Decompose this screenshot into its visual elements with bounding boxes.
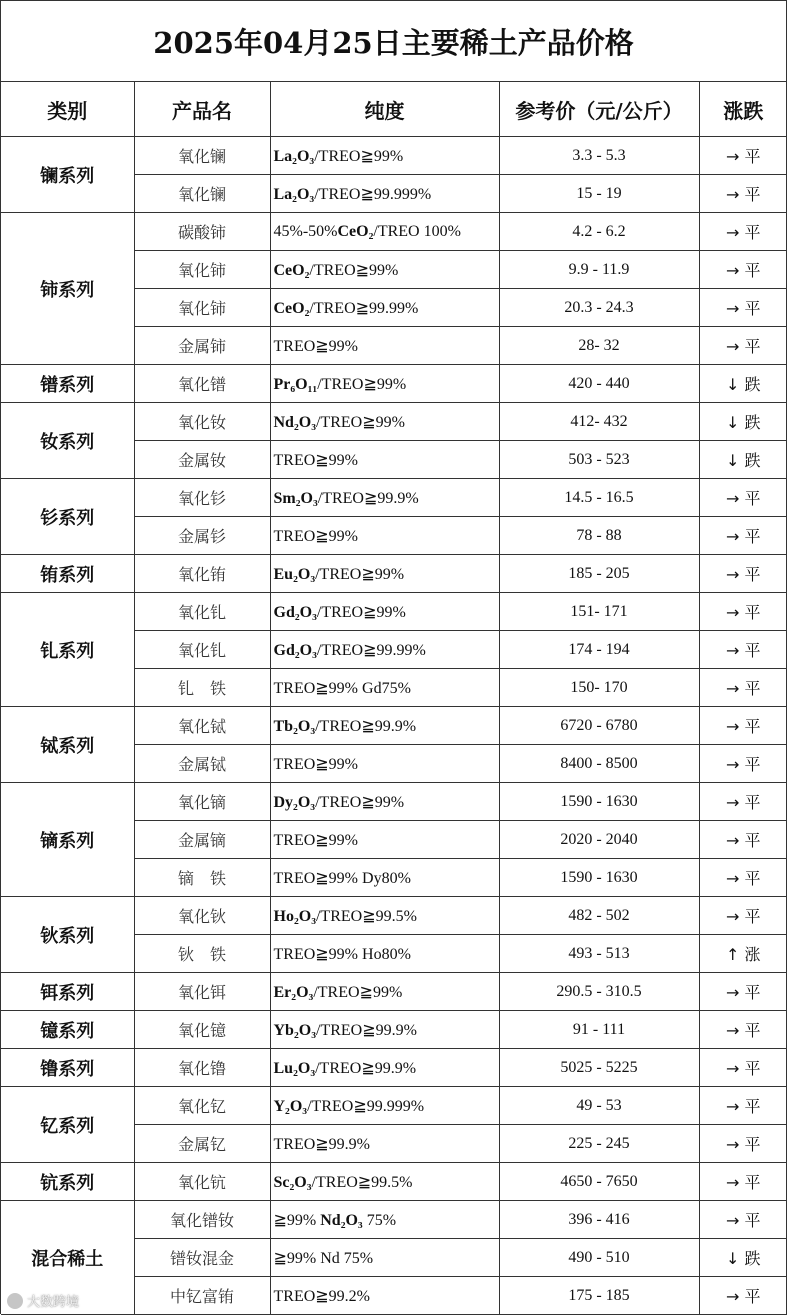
chemical-formula: CeO₂ — [273, 261, 310, 279]
purity-cell — [270, 1087, 499, 1125]
product-name-cell: 氧化铈 — [134, 251, 270, 289]
price-cell: 412- 432 — [499, 403, 699, 441]
purity-cell — [270, 175, 499, 213]
table-row — [1, 555, 787, 593]
purity-text: /TREO≧99% — [314, 147, 404, 165]
product-name-cell: 氧化钐 — [134, 479, 270, 517]
purity-cell — [270, 1011, 499, 1049]
trend-cell: → 平 — [699, 517, 787, 555]
table-row — [1, 137, 787, 175]
product-name-cell: 金属钕 — [134, 441, 270, 479]
chemical-formula: Pr₆O₁₁ — [273, 375, 318, 393]
table-header-row — [1, 82, 787, 137]
trend-cell: ↓ 跌 — [699, 441, 787, 479]
chemical-formula: Gd₂O₃ — [273, 641, 317, 659]
price-cell: 396 - 416 — [499, 1201, 699, 1239]
purity-text: /TREO≧99.999% — [307, 1097, 425, 1115]
purity-cell — [270, 1239, 499, 1277]
product-name-cell: 镨钕混金 — [134, 1239, 270, 1277]
table-row — [1, 479, 787, 517]
product-name-cell: 金属钇 — [134, 1125, 270, 1163]
trend-cell: → 平 — [699, 783, 787, 821]
trend-cell: → 平 — [699, 1163, 787, 1201]
product-name-cell: 氧化钆 — [134, 593, 270, 631]
category-cell: 镥系列 — [1, 1049, 134, 1087]
table-row — [1, 403, 787, 441]
purity-text: TREO≧99% — [273, 451, 359, 469]
product-name-cell: 氧化镱 — [134, 1011, 270, 1049]
product-name-cell: 氧化镧 — [134, 137, 270, 175]
purity-cell — [270, 1125, 499, 1163]
purity-cell — [270, 213, 499, 251]
purity-cell — [270, 707, 499, 745]
chemical-formula: CeO₂ — [337, 222, 374, 240]
purity-text: TREO≧99% Gd75% — [273, 679, 411, 697]
category-cell: 钇系列 — [1, 1087, 134, 1163]
table-row — [1, 973, 787, 1011]
table-row — [1, 365, 787, 403]
purity-cell — [270, 1277, 499, 1315]
chemical-formula: Gd₂O₃ — [273, 603, 317, 621]
category-cell: 铕系列 — [1, 555, 134, 593]
chemical-formula: Tb₂O₃ — [273, 717, 316, 735]
category-cell: 镱系列 — [1, 1011, 134, 1049]
header-trend: 涨跌 — [699, 82, 787, 137]
purity-text: TREO≧99% — [273, 337, 359, 355]
purity-cell — [270, 1163, 499, 1201]
product-name-cell: 氧化铽 — [134, 707, 270, 745]
product-name-cell: 碳酸铈 — [134, 213, 270, 251]
purity-text: /TREO≧99.5% — [311, 1173, 413, 1191]
category-cell: 钕系列 — [1, 403, 134, 479]
trend-cell: → 平 — [699, 137, 787, 175]
product-name-cell: 镝 铁 — [134, 859, 270, 897]
product-name-cell: 金属铽 — [134, 745, 270, 783]
trend-cell: → 平 — [699, 745, 787, 783]
trend-cell: → 平 — [699, 479, 787, 517]
trend-cell: → 平 — [699, 1087, 787, 1125]
watermark — [7, 1291, 79, 1310]
purity-text: TREO≧99% — [273, 755, 359, 773]
purity-text: /TREO≧99.999% — [314, 185, 432, 203]
trend-cell: → 平 — [699, 175, 787, 213]
price-cell: 151- 171 — [499, 593, 699, 631]
purity-text: TREO≧99% — [273, 831, 359, 849]
price-cell: 174 - 194 — [499, 631, 699, 669]
table-row — [1, 1201, 787, 1239]
trend-cell: → 平 — [699, 213, 787, 251]
category-cell: 钬系列 — [1, 897, 134, 973]
price-cell: 225 - 245 — [499, 1125, 699, 1163]
category-cell: 铒系列 — [1, 973, 134, 1011]
trend-cell: → 平 — [699, 897, 787, 935]
purity-text: /TREO≧99.9% — [317, 489, 419, 507]
product-name-cell: 氧化铕 — [134, 555, 270, 593]
product-name-cell: 钆 铁 — [134, 669, 270, 707]
product-name-cell: 氧化镨钕 — [134, 1201, 270, 1239]
purity-cell — [270, 935, 499, 973]
product-name-cell: 氧化钆 — [134, 631, 270, 669]
price-cell: 6720 - 6780 — [499, 707, 699, 745]
price-cell: 290.5 - 310.5 — [499, 973, 699, 1011]
table-row — [1, 213, 787, 251]
purity-text: /TREO 100% — [373, 222, 461, 240]
purity-text: TREO≧99% Ho80% — [273, 945, 411, 963]
price-cell: 49 - 53 — [499, 1087, 699, 1125]
chemical-formula: Lu₂O₃ — [273, 1059, 316, 1077]
purity-cell — [270, 137, 499, 175]
product-name-cell: 氧化钪 — [134, 1163, 270, 1201]
purity-text: TREO≧99% — [273, 527, 359, 545]
chemical-formula: Sc₂O₃ — [273, 1173, 312, 1191]
price-cell: 91 - 111 — [499, 1011, 699, 1049]
header-category: 类别 — [1, 82, 134, 137]
price-cell: 503 - 523 — [499, 441, 699, 479]
price-cell: 4650 - 7650 — [499, 1163, 699, 1201]
price-cell: 1590 - 1630 — [499, 783, 699, 821]
trend-cell: → 平 — [699, 973, 787, 1011]
trend-cell: ↓ 跌 — [699, 403, 787, 441]
product-name-cell: 中钇富铕 — [134, 1277, 270, 1315]
table-row — [1, 897, 787, 935]
trend-cell: → 平 — [699, 1011, 787, 1049]
purity-cell — [270, 1049, 499, 1087]
header-price: 参考价（元/公斤） — [499, 82, 699, 137]
purity-cell — [270, 745, 499, 783]
purity-cell — [270, 555, 499, 593]
table-row — [1, 783, 787, 821]
price-cell: 1590 - 1630 — [499, 859, 699, 897]
purity-text: /TREO≧99% — [309, 261, 399, 279]
product-name-cell: 氧化钬 — [134, 897, 270, 935]
purity-cell — [270, 1201, 499, 1239]
category-cell: 镝系列 — [1, 783, 134, 897]
purity-cell — [270, 365, 499, 403]
purity-text: TREO≧99.2% — [273, 1287, 371, 1305]
purity-cell — [270, 783, 499, 821]
trend-cell: → 平 — [699, 859, 787, 897]
price-cell: 490 - 510 — [499, 1239, 699, 1277]
purity-cell — [270, 517, 499, 555]
purity-text: /TREO≧99% — [313, 983, 403, 1001]
trend-cell: → 平 — [699, 821, 787, 859]
chemical-formula: La₂O₃ — [273, 147, 315, 165]
chemical-formula: Y₂O₃ — [273, 1097, 308, 1115]
trend-cell: → 平 — [699, 327, 787, 365]
trend-cell: → 平 — [699, 251, 787, 289]
purity-prefix: ≧99% — [273, 1211, 321, 1229]
product-name-cell: 金属钐 — [134, 517, 270, 555]
trend-cell: → 平 — [699, 1277, 787, 1315]
purity-cell — [270, 973, 499, 1011]
product-name-cell: 氧化镥 — [134, 1049, 270, 1087]
table-row — [1, 1049, 787, 1087]
header-product: 产品名 — [134, 82, 270, 137]
table-row — [1, 1087, 787, 1125]
category-cell: 铈系列 — [1, 213, 134, 365]
trend-cell: → 平 — [699, 631, 787, 669]
purity-cell — [270, 631, 499, 669]
chemical-formula: Er₂O₃ — [273, 983, 314, 1001]
chemical-formula: La₂O₃ — [273, 185, 315, 203]
price-cell: 482 - 502 — [499, 897, 699, 935]
trend-cell: ↑ 涨 — [699, 935, 787, 973]
trend-cell: → 平 — [699, 1201, 787, 1239]
product-name-cell: 氧化镝 — [134, 783, 270, 821]
category-cell: 混合稀土 — [1, 1201, 134, 1315]
purity-cell — [270, 821, 499, 859]
trend-cell: ↓ 跌 — [699, 1239, 787, 1277]
product-name-cell: 钬 铁 — [134, 935, 270, 973]
price-cell: 3.3 - 5.3 — [499, 137, 699, 175]
watermark-logo-icon — [7, 1293, 23, 1309]
chemical-formula: CeO₂ — [273, 299, 310, 317]
category-cell: 铽系列 — [1, 707, 134, 783]
purity-text: /TREO≧99.9% — [316, 1021, 417, 1039]
product-name-cell: 氧化钇 — [134, 1087, 270, 1125]
table-row — [1, 1011, 787, 1049]
chemical-formula: Ho₂O₃ — [273, 907, 316, 925]
trend-cell: → 平 — [699, 593, 787, 631]
purity-cell — [270, 289, 499, 327]
product-name-cell: 金属镝 — [134, 821, 270, 859]
chemical-formula: Yb₂O₃ — [273, 1021, 316, 1039]
price-cell: 493 - 513 — [499, 935, 699, 973]
header-purity: 纯度 — [270, 82, 499, 137]
purity-cell — [270, 593, 499, 631]
product-name-cell: 氧化铒 — [134, 973, 270, 1011]
trend-cell: ↓ 跌 — [699, 365, 787, 403]
price-cell: 2020 - 2040 — [499, 821, 699, 859]
purity-text: /TREO≧99.5% — [315, 907, 417, 925]
price-cell: 5025 - 5225 — [499, 1049, 699, 1087]
purity-cell — [270, 251, 499, 289]
purity-text: /TREO≧99% — [315, 793, 405, 811]
purity-text: /TREO≧99% — [316, 603, 406, 621]
product-name-cell: 氧化钕 — [134, 403, 270, 441]
trend-cell: → 平 — [699, 707, 787, 745]
product-name-cell: 氧化镨 — [134, 365, 270, 403]
purity-text: /TREO≧99% — [317, 375, 407, 393]
trend-cell: → 平 — [699, 1125, 787, 1163]
price-cell: 78 - 88 — [499, 517, 699, 555]
chemical-formula: Nd₂O₃ — [273, 413, 316, 431]
purity-cell — [270, 669, 499, 707]
trend-cell: → 平 — [699, 669, 787, 707]
product-name-cell: 氧化镧 — [134, 175, 270, 213]
trend-cell: → 平 — [699, 1049, 787, 1087]
purity-text: TREO≧99.9% — [273, 1135, 371, 1153]
category-cell: 钐系列 — [1, 479, 134, 555]
purity-text: /TREO≧99.99% — [309, 299, 419, 317]
price-cell: 9.9 - 11.9 — [499, 251, 699, 289]
purity-prefix: 45%-50% — [273, 222, 338, 240]
purity-text: /TREO≧99.9% — [315, 717, 417, 735]
price-cell: 8400 - 8500 — [499, 745, 699, 783]
price-cell: 28- 32 — [499, 327, 699, 365]
watermark-text: 大数跨境 — [27, 1295, 80, 1310]
category-cell: 钪系列 — [1, 1163, 134, 1201]
purity-text: /TREO≧99% — [316, 413, 405, 431]
table-row — [1, 593, 787, 631]
purity-cell — [270, 403, 499, 441]
chemical-formula: Nd₂O₃ — [320, 1211, 363, 1229]
purity-text: /TREO≧99% — [315, 565, 405, 583]
price-cell: 175 - 185 — [499, 1277, 699, 1315]
price-table — [1, 82, 787, 1315]
purity-cell — [270, 327, 499, 365]
purity-cell — [270, 859, 499, 897]
category-cell: 镧系列 — [1, 137, 134, 213]
product-name-cell: 氧化铈 — [134, 289, 270, 327]
price-cell: 4.2 - 6.2 — [499, 213, 699, 251]
purity-text: /TREO≧99.99% — [316, 641, 426, 659]
page-title: 2025年04月25日主要稀土产品价格 — [1, 1, 786, 82]
trend-cell: → 平 — [699, 289, 787, 327]
purity-text: /TREO≧99.9% — [315, 1059, 417, 1077]
price-cell: 15 - 19 — [499, 175, 699, 213]
purity-text: 75% — [362, 1211, 397, 1229]
purity-cell — [270, 897, 499, 935]
table-row — [1, 707, 787, 745]
purity-cell — [270, 441, 499, 479]
price-cell: 20.3 - 24.3 — [499, 289, 699, 327]
chemical-formula: Eu₂O₃ — [273, 565, 316, 583]
table-row — [1, 1163, 787, 1201]
product-name-cell: 金属铈 — [134, 327, 270, 365]
price-cell: 14.5 - 16.5 — [499, 479, 699, 517]
chemical-formula: Dy₂O₃ — [273, 793, 316, 811]
category-cell: 镨系列 — [1, 365, 134, 403]
price-cell: 150- 170 — [499, 669, 699, 707]
trend-cell: → 平 — [699, 555, 787, 593]
price-cell: 185 - 205 — [499, 555, 699, 593]
purity-cell — [270, 479, 499, 517]
chemical-formula: Sm₂O₃ — [273, 489, 318, 507]
price-cell: 420 - 440 — [499, 365, 699, 403]
category-cell: 钆系列 — [1, 593, 134, 707]
purity-text: ≧99% Nd 75% — [273, 1249, 374, 1267]
purity-text: TREO≧99% Dy80% — [273, 869, 411, 887]
